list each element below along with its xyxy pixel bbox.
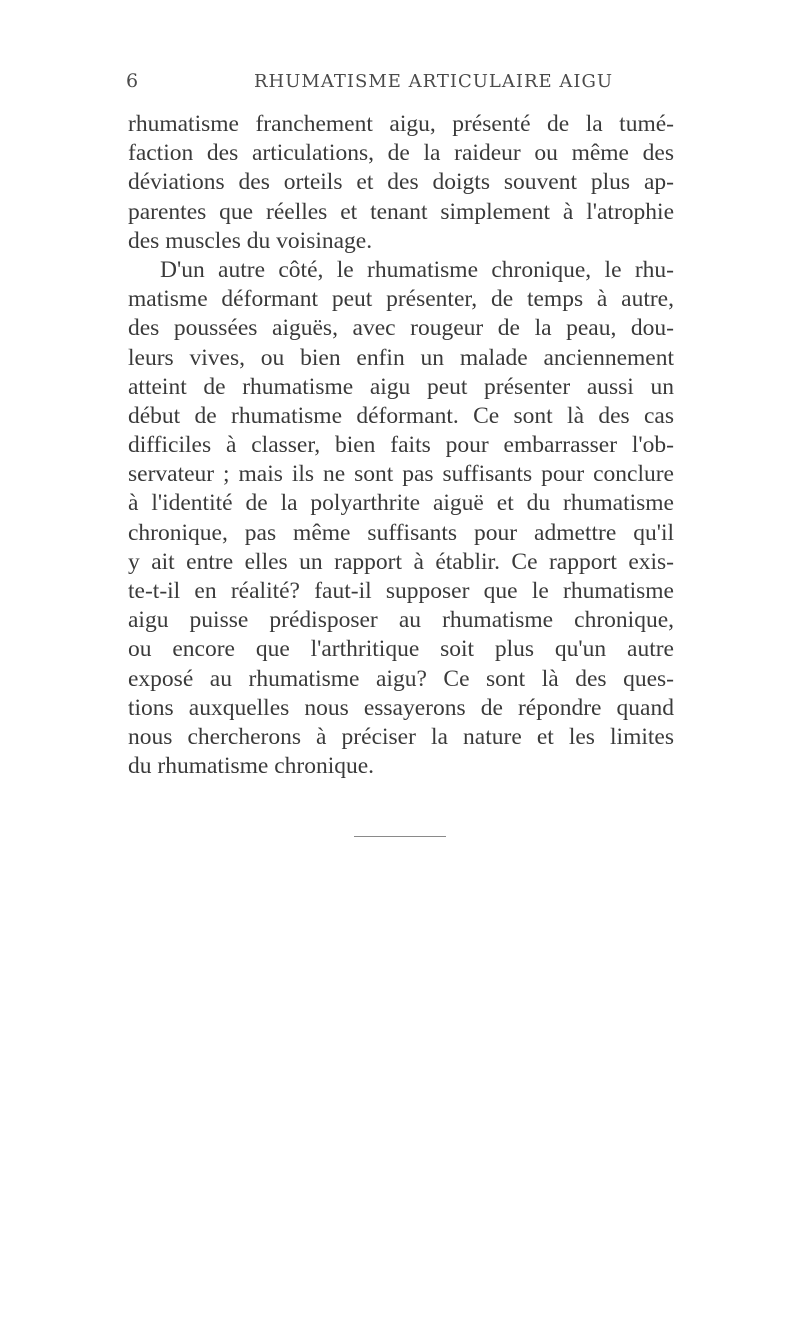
text-line: servateur ; mais ils ne sont pas suffisants pour conclure [128,461,674,488]
text-line: D'un autre côté, le rhumatisme chronique, le rhu- [160,256,674,283]
section-divider [354,836,446,837]
text-line: des poussées aiguës, avec rougeur de la peau, dou- [128,315,674,342]
text-line: tions auxquelles nous essayerons de répondre quand [128,694,674,721]
text-line: déviations des orteils et des doigts souvent plus ap- [128,169,674,196]
text-line: parentes que réelles et tenant simplement à l'atrophie [128,198,674,225]
page-header [126,68,666,98]
text-line: atteint de rhumatisme aigu peut présenter aussi un [128,373,674,400]
running-title: RHUMATISME ARTICULAIRE AIGU [254,71,614,92]
text-line: y ait entre elles un rapport à établir. Ce rapport exis- [128,548,674,575]
text-line: rhumatisme franchement aigu, présenté de la tumé- [128,111,674,137]
text-line: du rhumatisme chronique. [128,753,375,780]
text-line: difficiles à classer, bien faits pour embarrasser l'ob- [128,432,674,459]
text-line: aigu puisse prédisposer au rhumatisme chronique, [128,607,674,634]
page-number: 6 [126,70,139,92]
text-line: faction des articulations, de la raideur ou même des [128,140,674,167]
text-line: ou encore que l'arthritique soit plus qu'un autre [128,636,674,663]
text-line: nous chercherons à préciser la nature et les limites [128,723,674,750]
text-line: te-t-il en réalité? faut-il supposer que le rhumatisme [128,578,674,604]
text-line: début de rhumatisme déformant. Ce sont là des cas [128,402,674,429]
text-line: matisme déformant peut présenter, de temps à autre, [128,286,674,313]
text-line: des muscles du voisinage. [128,227,373,254]
body-paragraphs [128,110,674,781]
text-line: leurs vives, ou bien enfin un malade anciennement [128,344,674,371]
text-line: exposé au rhumatisme aigu? Ce sont là des ques- [128,665,674,692]
text-line: à l'identité de la polyarthrite aiguë et du rhumatisme [128,490,674,517]
text-line: chronique, pas même suffisants pour admettre qu'il [128,519,674,546]
